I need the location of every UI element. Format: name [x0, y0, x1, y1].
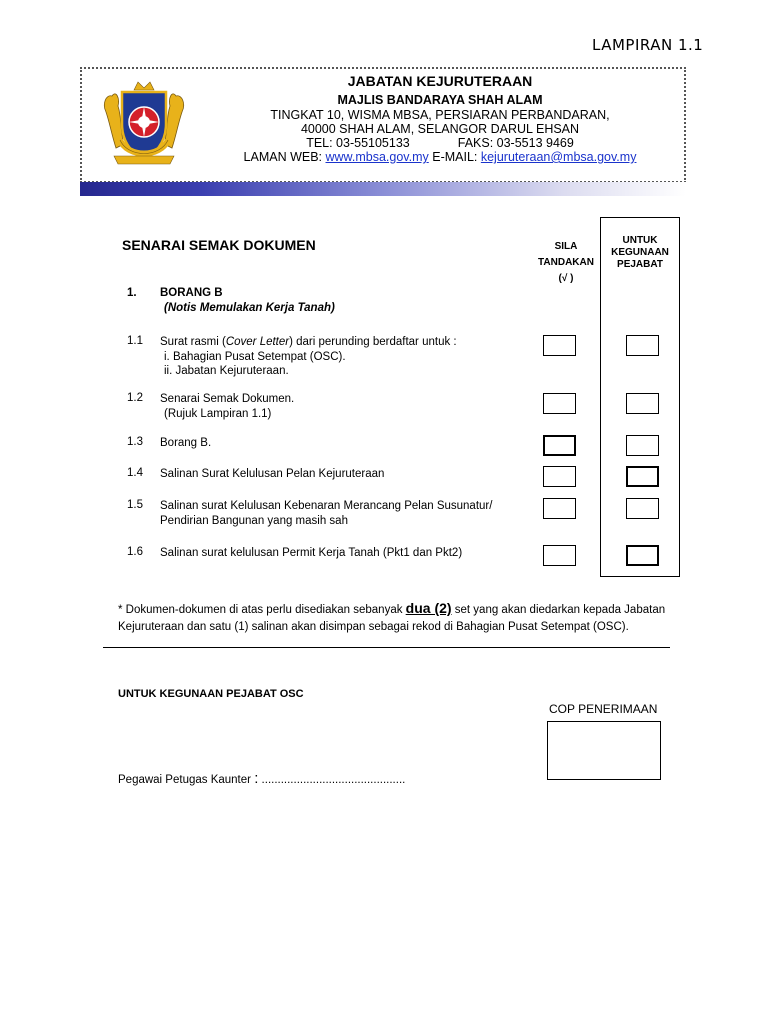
footnote-text: * Dokumen-dokumen di atas perlu disediakan sebanyak	[118, 604, 406, 616]
section-subtitle: (Notis Memulakan Kerja Tanah)	[164, 302, 335, 314]
applicant-checkbox-1-1[interactable]	[543, 335, 576, 356]
item-line	[160, 335, 457, 350]
osc-section-title: UNTUK KEGUNAAN PEJABAT OSC	[118, 688, 304, 700]
applicant-checkbox-1-2[interactable]	[543, 393, 576, 414]
item-text-part: ) dari perunding berdaftar untuk :	[289, 336, 457, 348]
stamp-box[interactable]	[547, 721, 661, 780]
item-text	[160, 335, 457, 379]
item-number: 1.3	[127, 436, 143, 448]
office-header-line-2: KEGUNAAN	[611, 247, 669, 258]
applicant-checkbox-1-6[interactable]	[543, 545, 576, 566]
officer-label: Pegawai Petugas Kaunter	[118, 774, 255, 786]
office-checkbox-1-2[interactable]	[626, 393, 659, 414]
applicant-column-header	[528, 239, 604, 287]
website-link[interactable]: www.mbsa.gov.my	[325, 150, 429, 164]
council-crest-logo	[98, 78, 190, 170]
officer-blank: .............................................	[258, 774, 406, 786]
item-subline: ii. Jabatan Kejuruteraan.	[164, 365, 289, 377]
footnote-text: set yang akan diedarkan kepada Jabatan Kejuruteraan dan satu (1) salinan akan disimpan sebagai rekod di Bahagian Pusat Setempat (OSC).	[118, 604, 666, 633]
office-checkbox-1-5[interactable]	[626, 498, 659, 519]
web-email-line	[200, 150, 680, 164]
applicant-header-line-3: (√ )	[558, 273, 574, 284]
address-line-2: 40000 SHAH ALAM, SELANGOR DARUL EHSAN	[300, 122, 580, 136]
contact-line	[200, 136, 680, 150]
item-subline: i. Bahagian Pusat Setempat (OSC).	[164, 350, 346, 363]
address-line-1: TINGKAT 10, WISMA MBSA, PERSIARAN PERBANDARAN,	[270, 108, 610, 122]
email-link[interactable]: kejuruteraan@mbsa.gov.my	[480, 150, 637, 164]
applicant-checkbox-1-5[interactable]	[543, 498, 576, 519]
item-text: Salinan Surat Kelulusan Pelan Kejuruteraan	[160, 468, 385, 480]
item-number: 1.1	[127, 335, 143, 347]
applicant-checkbox-1-4[interactable]	[543, 466, 576, 487]
council-name: MAJLIS BANDARAYA SHAH ALAM	[337, 93, 543, 107]
section-number: 1.	[127, 287, 137, 299]
checklist-title: SENARAI SEMAK DOKUMEN	[122, 237, 316, 253]
web-label: LAMAN WEB:	[243, 150, 326, 164]
stamp-label: COP PENERIMAAN	[549, 702, 658, 716]
item-number: 1.4	[127, 467, 143, 479]
officer-signature-line[interactable]	[118, 770, 405, 787]
item-text-part: Surat rasmi (	[160, 336, 226, 348]
applicant-checkbox-1-3[interactable]	[543, 435, 576, 456]
item-text	[160, 499, 492, 528]
office-checkbox-1-4[interactable]	[626, 466, 659, 487]
office-checkbox-1-1[interactable]	[626, 335, 659, 356]
office-header-line-1: UNTUK	[622, 235, 658, 246]
item-line: Senarai Semak Dokumen.	[160, 393, 295, 405]
office-header-line-3: PEJABAT	[617, 259, 663, 270]
office-checkbox-1-6[interactable]	[626, 545, 659, 566]
divider-line	[103, 647, 670, 648]
footnote-emphasis: dua (2)	[405, 600, 452, 616]
item-number: 1.6	[127, 546, 143, 558]
office-checkbox-1-3[interactable]	[626, 435, 659, 456]
header-gradient-bar	[80, 182, 686, 196]
email-label: E-MAIL:	[428, 150, 481, 164]
item-line: Salinan surat Kelulusan Kebenaran Merancang Pelan Susunatur/	[160, 500, 493, 512]
item-line: Pendirian Bangunan yang masih sah	[160, 514, 348, 527]
department-name: JABATAN KEJURUTERAAN	[347, 73, 533, 89]
officer-colon: :	[254, 770, 259, 787]
item-text-italic: Cover Letter	[225, 336, 290, 348]
item-text: Borang B.	[160, 437, 212, 449]
section-title: BORANG B	[160, 287, 223, 299]
applicant-header-line-1: SILA	[554, 241, 578, 252]
item-number: 1.2	[127, 392, 143, 404]
annex-label: LAMPIRAN 1.1	[592, 36, 704, 54]
applicant-header-line-2: TANDAKAN	[538, 257, 594, 268]
office-column-header	[600, 235, 680, 271]
item-number: 1.5	[127, 499, 143, 511]
telephone: TEL: 03-55105133	[306, 136, 410, 150]
footnote	[118, 600, 678, 636]
item-text: Salinan surat kelulusan Permit Kerja Tanah (Pkt1 dan Pkt2)	[160, 547, 463, 559]
item-subline: (Rujuk Lampiran 1.1)	[164, 407, 272, 420]
item-text	[160, 392, 294, 421]
fax: FAKS: 03-5513 9469	[457, 136, 574, 150]
